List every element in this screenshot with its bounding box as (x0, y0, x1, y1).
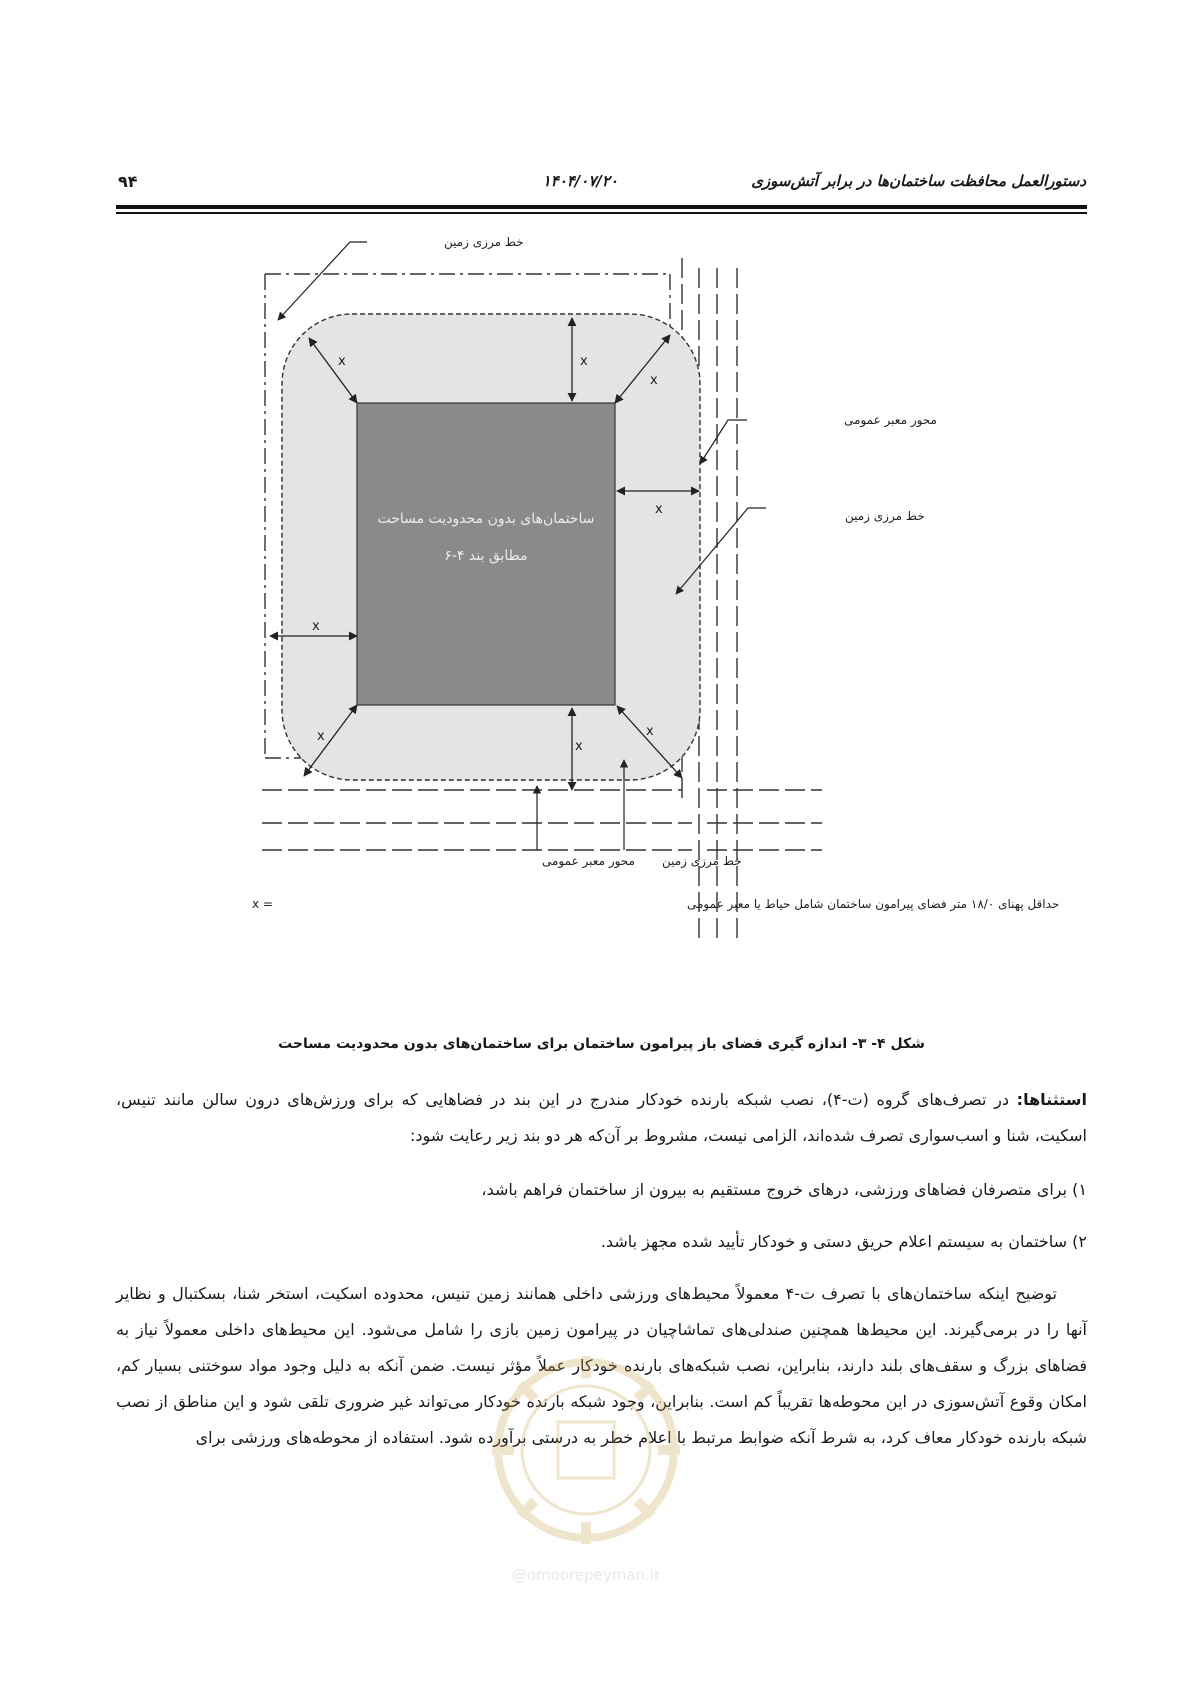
building-label-2: مطابق بند ۴-۶ (444, 548, 528, 564)
svg-text:x: x (646, 724, 654, 739)
figure-caption: شکل ۴- ۳- اندازه گیری فضای باز پیرامون ساختمان برای ساختمان‌های بدون محدودیت مساحت (278, 1036, 925, 1052)
watermark-text: @omoorepeyman.ir (511, 1566, 661, 1584)
svg-text:x: x (338, 354, 346, 369)
boundary-label-bottom: خط مرزی زمین (662, 854, 742, 868)
description-paragraph: توضیح اینکه ساختمان‌های با تصرف ت-۴ معمولاً محیط‌های ورزشی داخلی همانند زمین تنیس، محدوده اسکیت، استخر شنا، بسکتبال و نظایر آنها را در برمی‌گیرند. این محیط‌ها همچنین صندلی‌های تماشاچیان در پیرامون زمین بازی را شامل می‌شود. این محیط‌های داخلی معمولاً نیاز به فضاهای بزرگ و سقف‌های بلند دارند، بنابراین، نصب شبکه‌های بارنده خودکار عملاً مؤثر نیست. ضمن آنکه به دلیل وجود مواد سوختنی بسیار کم، امکان وقوع آتش‌سوزی در این محوطه‌ها تقریباً کم است. بنابراین، وجود شبکه بارنده خودکار می‌تواند غیر ضروری تلقی شود و این مناطق از نصب شبکه بارنده خودکار معاف کرد، به شرط آنکه ضوابط مرتبط با اعلام خطر به درستی برآورده شود. استفاده از محوطه‌های ورزشی برای (116, 1284, 1087, 1447)
svg-text:x: x (650, 373, 658, 388)
page-number: ۹۴ (118, 172, 138, 191)
header-rule-thick (116, 205, 1087, 209)
boundary-label-top: خط مرزی زمین (444, 235, 524, 249)
svg-text:x: x (655, 502, 663, 517)
street-axis-label-bottom: محور معبر عمومی (542, 854, 635, 868)
building-label-1: ساختمان‌های بدون محدودیت مساحت (377, 511, 595, 527)
header-rule-thin (116, 212, 1087, 214)
header-date: ۱۴۰۴/۰۷/۲۰ (542, 172, 618, 190)
boundary-label-right: خط مرزی زمین (845, 509, 925, 523)
svg-text:x: x (575, 739, 583, 754)
svg-text:x: x (312, 619, 320, 634)
page-header (118, 172, 1086, 196)
figure-legend: حداقل پهنای ۱۸/۰ متر فضای پیرامون ساختمان شامل حیاط یا معبر عمومی (687, 897, 1060, 911)
list-item-2: ۲) ساختمان به سیستم اعلام حریق دستی و خودکار تأیید شده مجهز باشد. (600, 1232, 1087, 1251)
legend-symbol: x = (252, 897, 273, 911)
street-axis-label-right: محور معبر عمومی (844, 413, 937, 427)
list-item-1: ۱) برای متصرفان فضاهای ورزشی، درهای خروج مستقیم به بیرون از ساختمان فراهم باشد، (481, 1180, 1087, 1199)
svg-text:x: x (580, 354, 588, 369)
site-plan-figure (252, 235, 1060, 1016)
exceptions-text: در تصرف‌های گروه (ت-۴)، نصب شبکه بارنده خودکار مندرج در این بند در فضاهایی که برای ورزش‌های درون سالن مانند تنیس، اسکیت، شنا و اسب‌سواری تصرف شده‌اند، الزامی نیست، مشروط بر آن‌که هر دو بند زیر رعایت شود: (116, 1090, 1087, 1145)
watermark-logo (488, 1352, 684, 1592)
header-title: دستورالعمل محافظت ساختمان‌ها در برابر آتش‌سوزی (751, 172, 1086, 190)
exceptions-title: استثناها: (1016, 1090, 1087, 1109)
svg-text:x: x (317, 729, 325, 744)
exceptions-paragraph (116, 1082, 1087, 1154)
